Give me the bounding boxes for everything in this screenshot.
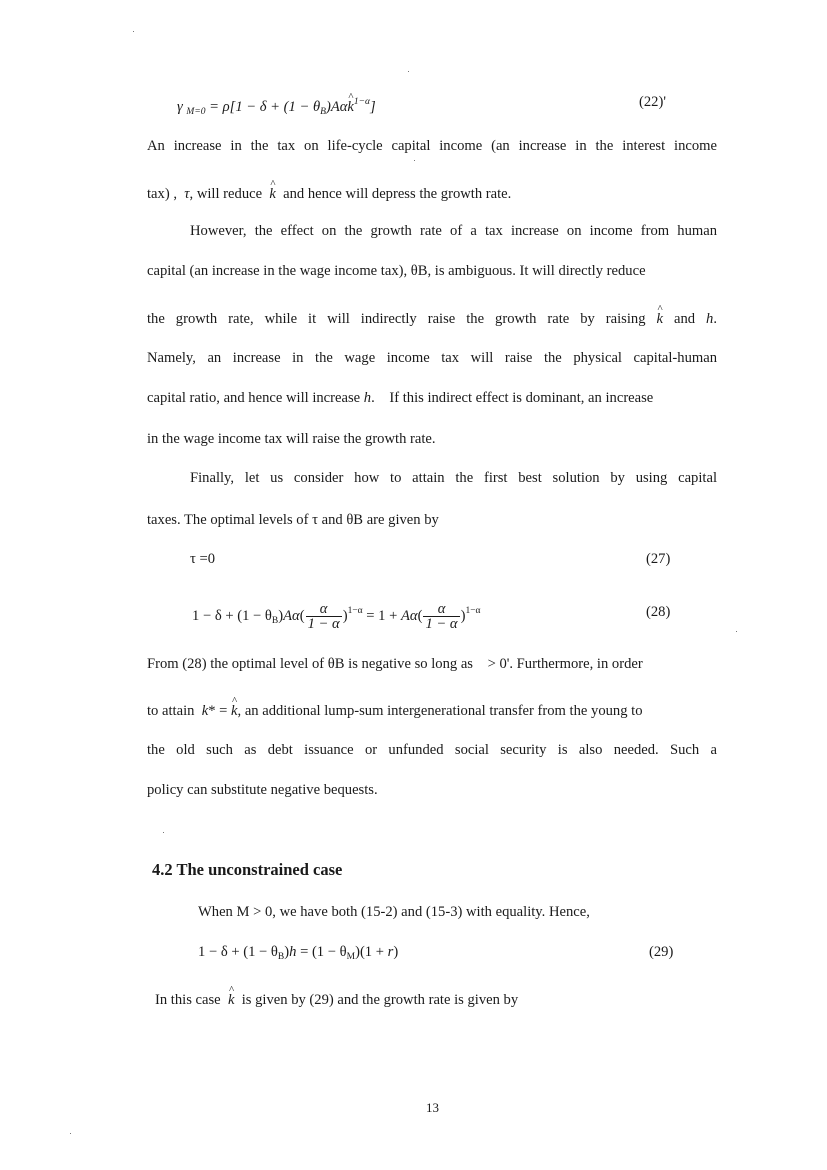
scan-speck — [736, 631, 737, 632]
paragraph-4-line-3: the old such as debt issuance or unfunded social security is also needed. Such a — [147, 742, 717, 758]
equation-27: τ =0 — [190, 551, 216, 567]
scan-speck — [408, 71, 409, 72]
paragraph-2-line-5: capital ratio, and hence will increase h. If this indirect effect is dominant, an increase — [147, 390, 654, 406]
equation-29: $1 - \delta + (1 - \theta_B)h = (1 - \theta_M)(1 + r)$ — [198, 944, 399, 962]
paragraph-3-line-2: taxes. The optimal levels of τ and θB are given by — [147, 512, 439, 528]
paragraph-1-line-2: tax) , τ, will reduce ^ k and hence will depress the growth rate. — [147, 185, 511, 203]
equation-22: γ $_{M=0} = \rho[1 - \delta + (1 - \theta_B)A\alpha\^{}$ $k^{1-\alpha}$] — [177, 93, 376, 121]
paragraph-3-line-1: Finally, let us consider how to attain the first best solution by using capital — [190, 470, 717, 486]
equation-22-number: (22)' — [639, 94, 666, 110]
paragraph-4-line-4: policy can substitute negative bequests. — [147, 782, 378, 798]
scan-speck — [163, 832, 164, 833]
scan-speck — [133, 31, 134, 32]
paragraph-2-line-1: However, the effect on the growth rate of a tax increase on income from human — [190, 223, 717, 239]
paragraph-4-line-2: to attain k* = ^ k, an additional lump-sum intergenerational transfer from the young to — [147, 702, 643, 720]
equation-28: $1 - \delta + (1 - \theta_B)A\alpha$( $\frac{\alpha}{1 - \alpha}$ )$^{1-\alpha}$ = 1 + Aα( $\frac{\alpha}{1 - \alpha}$ )$^{1-\alpha}$ — [192, 601, 481, 633]
paragraph-2-line-4: Namely, an increase in the wage income tax will raise the physical capital-human — [147, 350, 717, 366]
paragraph-2-line-6: in the wage income tax will raise the growth rate. — [147, 431, 436, 447]
paragraph-2-line-2: capital (an increase in the wage income tax), θB, is ambiguous. It will directly reduce — [147, 263, 646, 279]
equation-28-number: (28) — [646, 604, 671, 620]
paragraph-4-line-1: From (28) the optimal level of θB is negative so long as > 0'. Furthermore, in order — [147, 656, 643, 672]
section-heading: 4.2 The unconstrained case — [152, 860, 343, 879]
paragraph-2-line-3: the growth rate, while it will indirectly raise the growth rate by raising ^ k and h. — [147, 310, 717, 328]
equation-27-number: (27) — [646, 551, 671, 567]
section-line-2: In this case ^ k is given by (29) and the growth rate is given by — [155, 991, 518, 1009]
scan-speck — [414, 160, 415, 161]
page-number: 13 — [426, 1100, 439, 1115]
scan-speck — [70, 1133, 71, 1134]
paragraph-1-line-1: An increase in the tax on life-cycle capital income (an increase in the interest income — [147, 138, 717, 154]
section-line-1: When M > 0, we have both (15-2) and (15-3) with equality. Hence, — [198, 904, 590, 920]
equation-29-number: (29) — [649, 944, 674, 960]
